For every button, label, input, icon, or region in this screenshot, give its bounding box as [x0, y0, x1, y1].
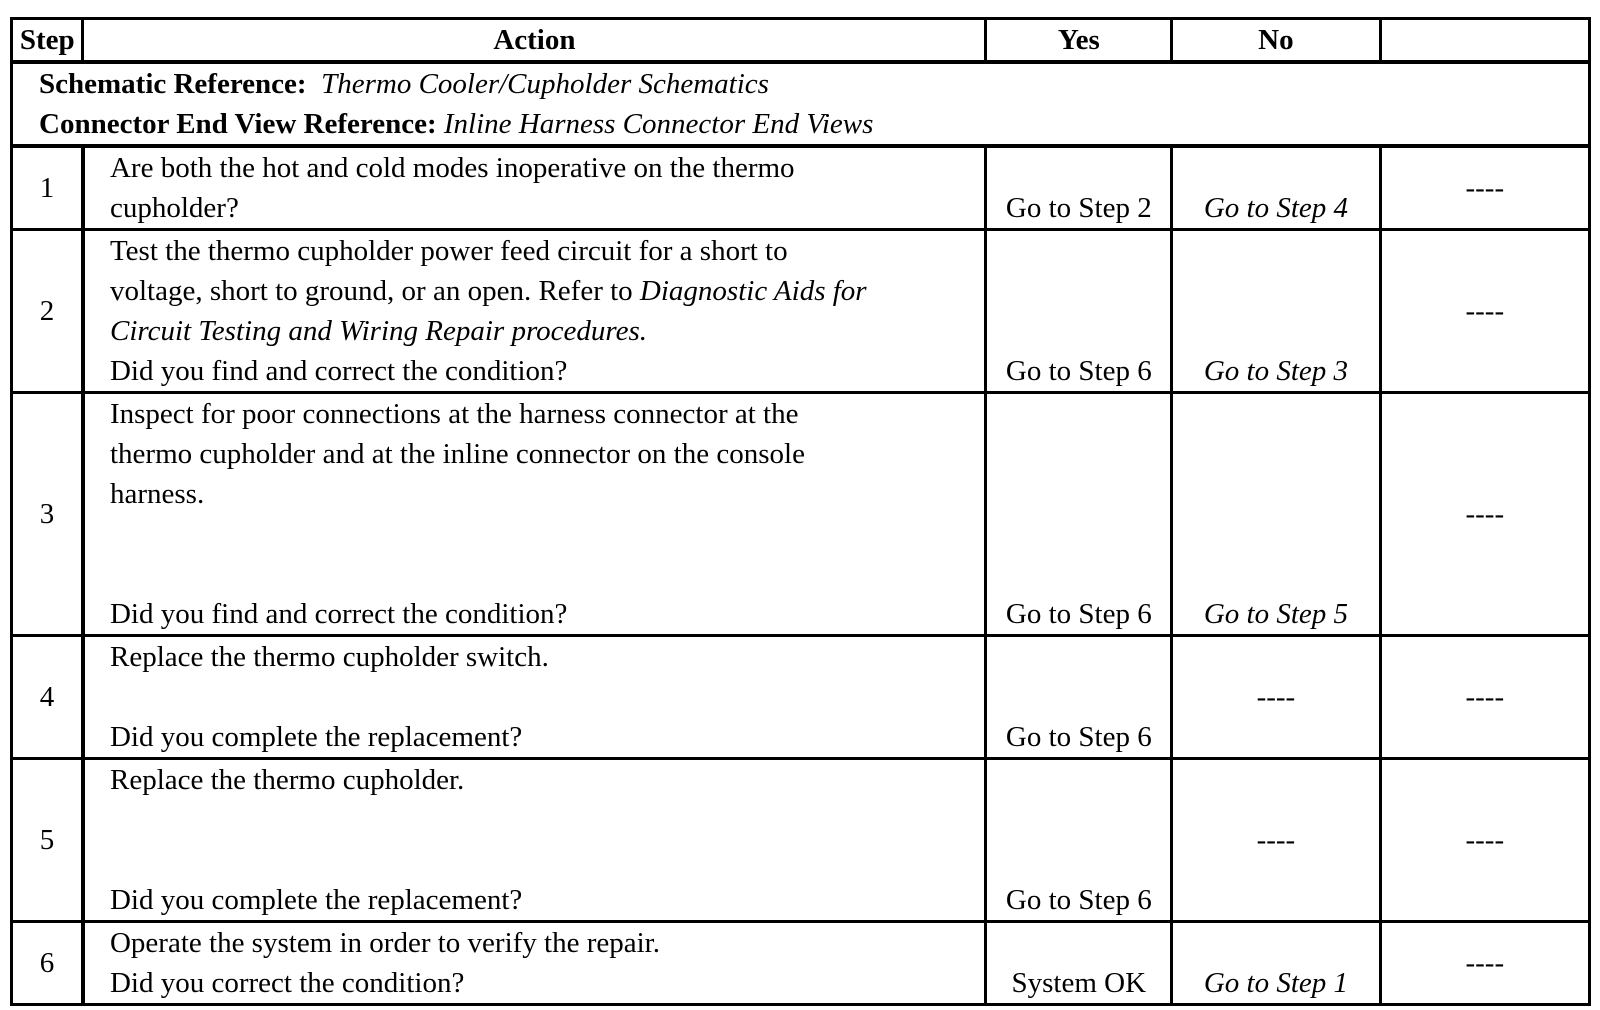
connector-reference-value: Inline Harness Connector End Views: [443, 108, 874, 140]
action-text: Are both the hot and cold modes inoperative on the thermo: [109, 152, 795, 184]
step-number: 3: [12, 393, 83, 636]
extra-cell: ----: [1380, 230, 1589, 393]
connector-reference-label: Connector End View Reference:: [39, 108, 437, 140]
action-text: Replace the thermo cupholder.: [109, 764, 465, 796]
action-cell: [83, 922, 986, 1005]
action-cell: [83, 146, 986, 230]
action-text: cupholder?: [109, 192, 239, 224]
action-text: Operate the system in order to verify the repair.: [109, 927, 660, 959]
action-question: Did you find and correct the condition?: [109, 355, 568, 387]
header-yes: Yes: [986, 19, 1172, 63]
connector-reference: [39, 104, 1588, 144]
action-text-reference: Circuit Testing and Wiring Repair procedures.: [109, 315, 648, 347]
action-cell: [83, 393, 986, 636]
blank-line: [110, 800, 984, 840]
action-text: Replace the thermo cupholder switch.: [109, 641, 549, 673]
yes-cell: Go to Step 6: [986, 230, 1172, 393]
no-cell: Go to Step 4: [1172, 146, 1380, 230]
schematic-reference: [39, 64, 1588, 104]
extra-cell: ----: [1380, 393, 1589, 636]
action-text: Inspect for poor connections at the harness connector at the: [109, 398, 799, 430]
action-question: Did you complete the replacement?: [109, 884, 523, 916]
step-number: 2: [12, 230, 83, 393]
yes-cell: System OK: [986, 922, 1172, 1005]
yes-cell: Go to Step 2: [986, 146, 1172, 230]
action-question: Did you complete the replacement?: [109, 721, 523, 753]
header-extra: [1380, 19, 1589, 63]
action-question: Did you find and correct the condition?: [109, 598, 568, 630]
no-cell: Go to Step 3: [1172, 230, 1380, 393]
blank-line: [110, 840, 984, 880]
step-row-4: [12, 636, 1590, 759]
no-cell: ----: [1172, 636, 1380, 759]
action-text: thermo cupholder and at the inline connector on the console: [109, 438, 805, 470]
no-cell: Go to Step 1: [1172, 922, 1380, 1005]
yes-cell: Go to Step 6: [986, 636, 1172, 759]
action-cell: [83, 759, 986, 922]
yes-cell: Go to Step 6: [986, 759, 1172, 922]
yes-cell: Go to Step 6: [986, 393, 1172, 636]
action-text: [110, 271, 984, 311]
action-question: Did you correct the condition?: [109, 967, 465, 999]
step-number: 4: [12, 636, 83, 759]
no-cell: Go to Step 5: [1172, 393, 1380, 636]
extra-cell: ----: [1380, 922, 1589, 1005]
step-row-1: [12, 146, 1590, 230]
reference-cell: [12, 62, 1590, 146]
blank-line: [110, 677, 984, 717]
diagnostic-aids-reference: Diagnostic Aids for: [639, 275, 867, 307]
extra-cell: ----: [1380, 146, 1589, 230]
action-text: Test the thermo cupholder power feed circuit for a short to: [109, 235, 788, 267]
step-number: 6: [12, 922, 83, 1005]
reference-row: [12, 62, 1590, 146]
header-no: No: [1172, 19, 1380, 63]
schematic-reference-value: Thermo Cooler/Cupholder Schematics: [321, 68, 769, 100]
step-row-5: [12, 759, 1590, 922]
diagnostic-table: [10, 17, 1591, 1006]
step-number: 1: [12, 146, 83, 230]
extra-cell: ----: [1380, 759, 1589, 922]
action-cell: [83, 230, 986, 393]
step-row-6: [12, 922, 1590, 1005]
extra-cell: ----: [1380, 636, 1589, 759]
action-cell: [83, 636, 986, 759]
action-text: harness.: [109, 478, 205, 510]
action-text-plain: voltage, short to ground, or an open. Refer to: [109, 275, 640, 307]
schematic-reference-label: Schematic Reference:: [39, 68, 307, 100]
header-row: [12, 19, 1590, 63]
step-row-2: [12, 230, 1590, 393]
header-step: Step: [12, 19, 83, 63]
no-cell: ----: [1172, 759, 1380, 922]
blank-line: [110, 554, 984, 594]
blank-line: [110, 514, 984, 554]
header-action: Action: [83, 19, 986, 63]
step-row-3: [12, 393, 1590, 636]
step-number: 5: [12, 759, 83, 922]
